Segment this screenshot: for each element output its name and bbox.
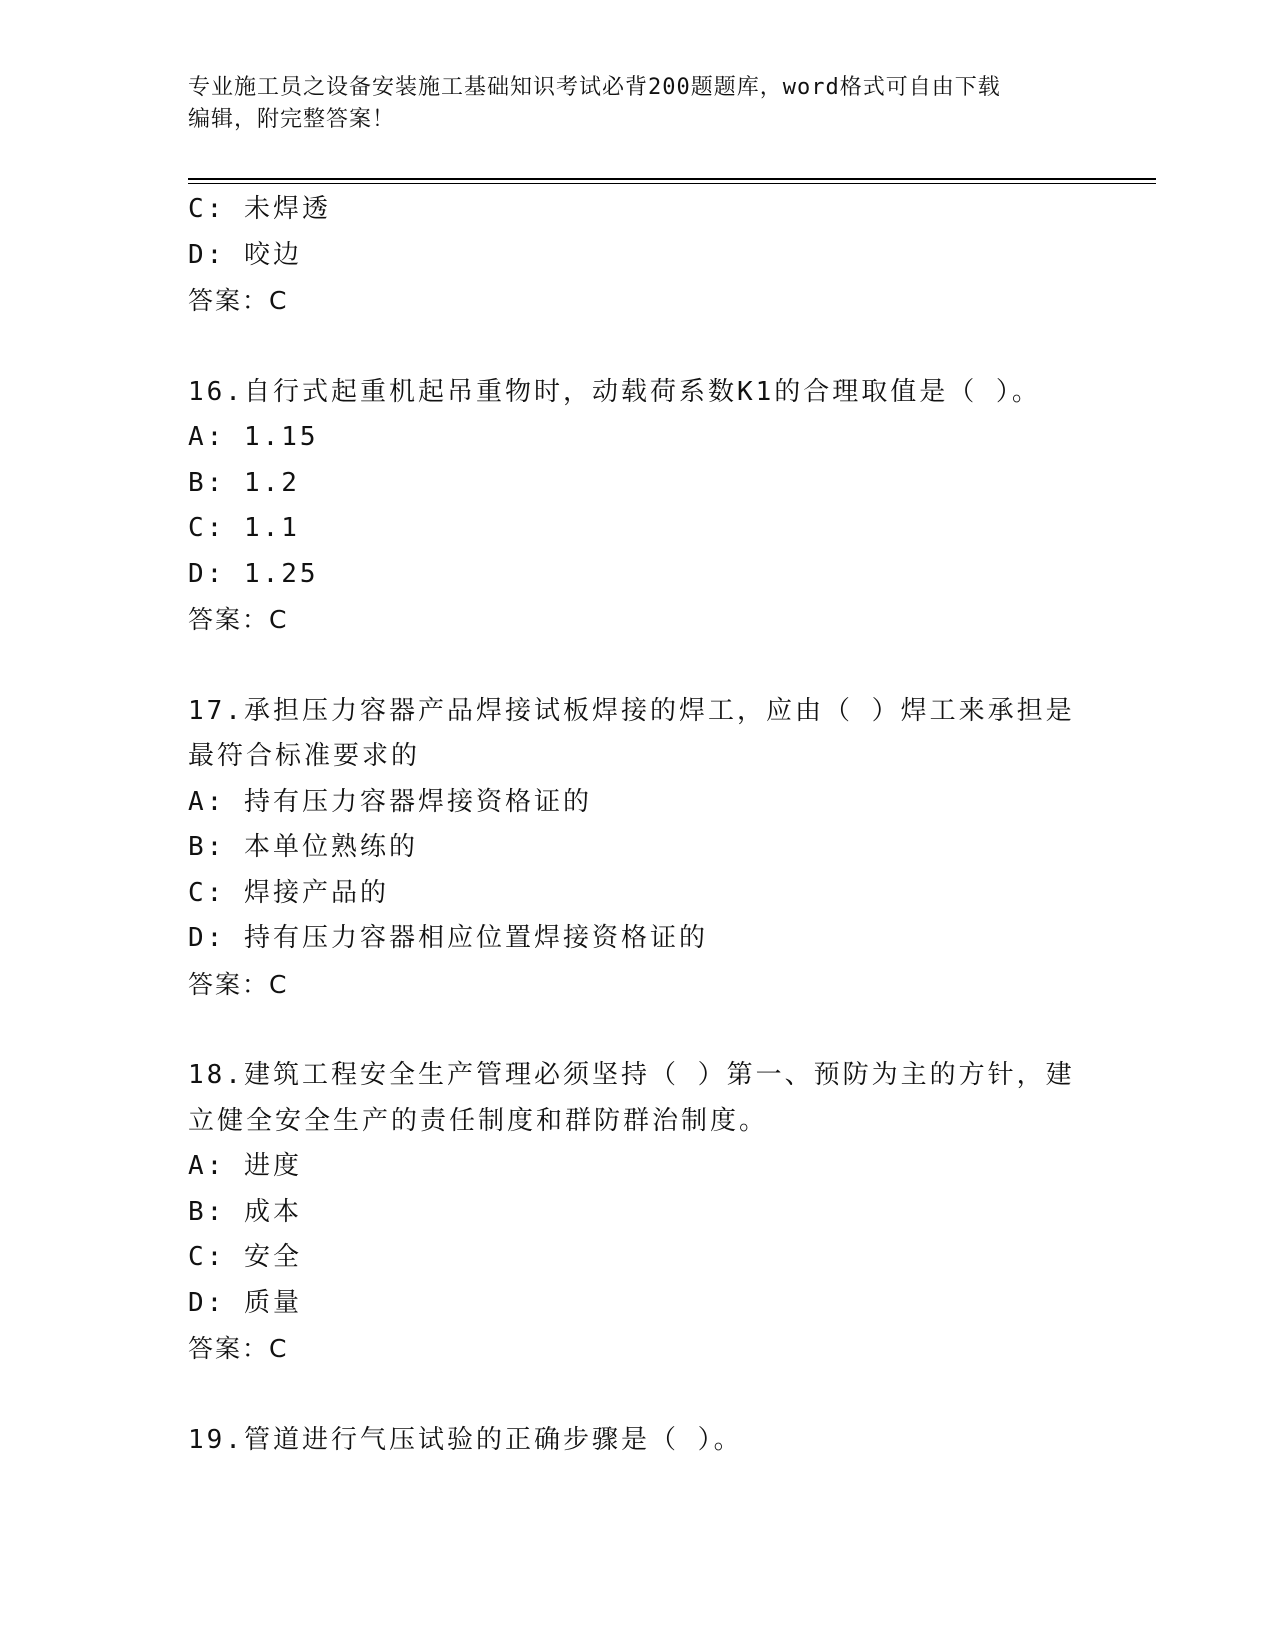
- header-title-line-2: 编辑，附完整答案！: [188, 107, 396, 132]
- spacer: [188, 1372, 1148, 1418]
- question-stem-line-2: 立健全安全生产的责任制度和群防群治制度。: [188, 1105, 769, 1136]
- answer-line: 答案：C: [188, 969, 289, 999]
- spacer: [188, 643, 1148, 689]
- question-block-19: [188, 1418, 1148, 1464]
- question-stem-line-1: 17.承担压力容器产品焊接试板焊接的焊工，应由（ ）焊工来承担是: [188, 695, 1075, 726]
- option-c: C: 1.1: [188, 513, 300, 543]
- question-block-18: [188, 1053, 1148, 1372]
- answer-line: 答案：C: [188, 286, 289, 315]
- question-list: [188, 187, 1148, 1463]
- question-stem: 19.管道进行气压试验的正确步骤是（ ）。: [188, 1424, 743, 1455]
- answer-line: 答案：C: [188, 1334, 289, 1363]
- header-title-line-1: 专业施工员之设备安装施工基础知识考试必背200题题库，word格式可自由下载: [188, 75, 1001, 100]
- question-block-15: [188, 187, 1148, 324]
- answer-line: 答案：C: [188, 605, 289, 634]
- option-c: C: 焊接产品的: [188, 877, 389, 908]
- spacer: [188, 324, 1148, 370]
- option-b: B: 本单位熟练的: [188, 832, 418, 862]
- option-b: B: 1.2: [188, 467, 300, 498]
- question-stem-line-2: 最符合标准要求的: [188, 741, 421, 771]
- option-d: D: 持有压力容器相应位置焊接资格证的: [188, 923, 708, 953]
- question-block-16: [188, 370, 1148, 643]
- header-divider-thick: [188, 178, 1156, 180]
- option-d: D: 1.25: [188, 558, 319, 589]
- option-c: C: 安全: [188, 1242, 302, 1272]
- option-a: A: 1.15: [188, 422, 319, 452]
- question-stem: 16.自行式起重机起吊重物时，动载荷系数K1的合理取值是（ ）。: [188, 376, 1041, 407]
- question-stem-line-1: 18.建筑工程安全生产管理必须坚持（ ）第一、预防为主的方针，建: [188, 1060, 1075, 1090]
- option-b: B: 成本: [188, 1196, 302, 1227]
- spacer: [188, 1007, 1148, 1053]
- header-divider-thin: [188, 183, 1156, 184]
- option-a: A: 持有压力容器焊接资格证的: [188, 786, 592, 817]
- option-d: D: 咬边: [188, 239, 302, 270]
- option-a: A: 进度: [188, 1151, 302, 1181]
- question-block-17: [188, 689, 1148, 1008]
- document-header: [188, 72, 1088, 136]
- option-c: C: 未焊透: [188, 194, 331, 224]
- option-d: D: 质量: [188, 1287, 302, 1318]
